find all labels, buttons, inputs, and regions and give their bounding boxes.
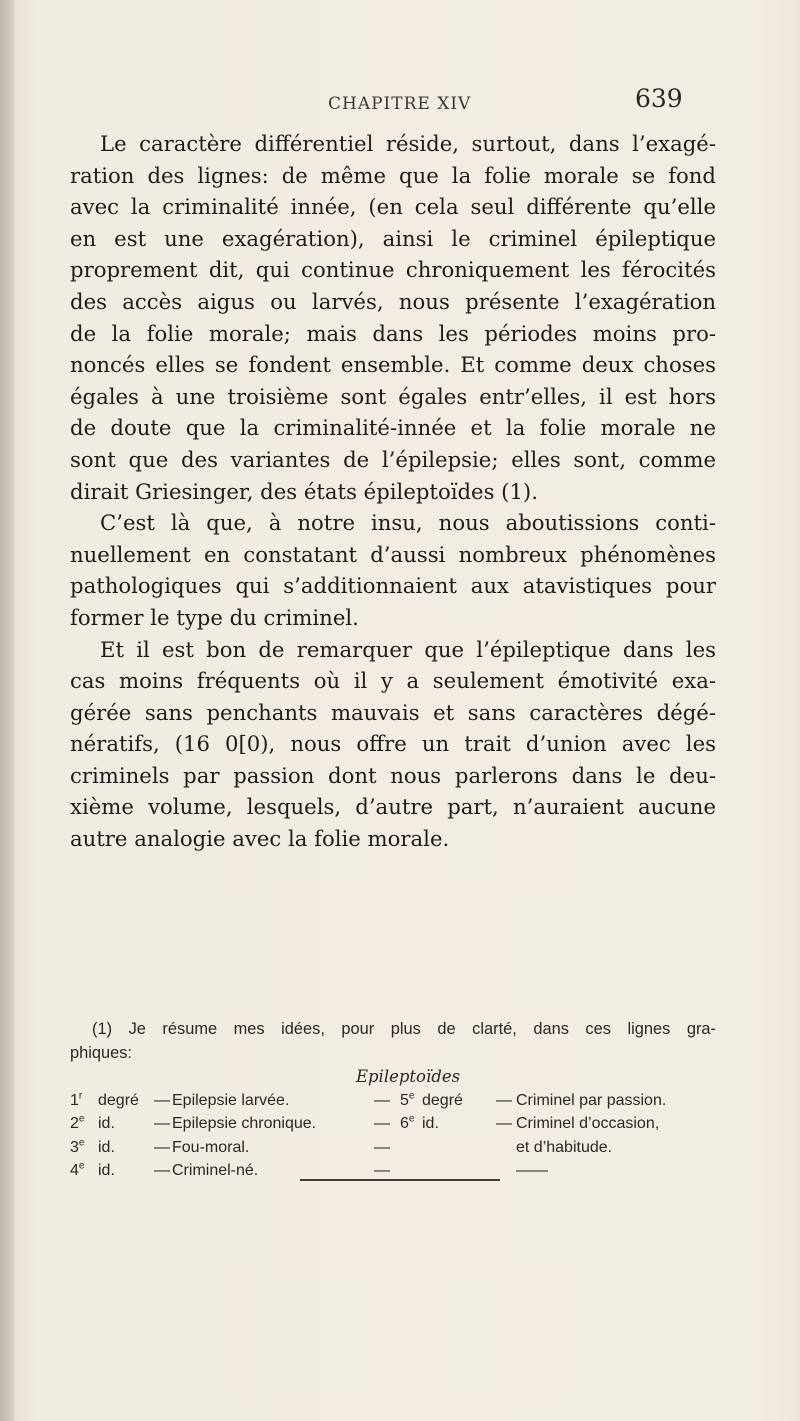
dash: — <box>374 1091 390 1109</box>
dash: — <box>154 1091 170 1109</box>
degree-ordinal: e <box>78 1160 85 1172</box>
paragraph-3 <box>70 634 716 855</box>
page-number: 639 <box>635 84 683 113</box>
degree-label: id. <box>98 1162 115 1179</box>
text-line: pathologiques qui s’additionnaient aux atavistiques pour <box>70 573 716 599</box>
page-header <box>0 84 800 124</box>
degree-label: id. <box>98 1138 115 1156</box>
degree-label: degré <box>98 1091 139 1109</box>
degree-description: et d’habitude. <box>516 1138 613 1156</box>
degree-label: degré <box>422 1091 463 1109</box>
dash: — <box>154 1162 170 1179</box>
degree-description: —— <box>516 1162 548 1179</box>
text-line: gérée sans penchants mauvais et sans caractères dégé- <box>70 699 716 725</box>
page-gutter-shadow <box>0 0 14 1421</box>
degree-description: Epilepsie larvée. <box>172 1091 290 1109</box>
degree-number: 5 <box>400 1091 409 1109</box>
footnote-intro-line: phiques: <box>70 1043 132 1062</box>
degree-label: id. <box>98 1115 115 1132</box>
dash: — <box>496 1091 512 1109</box>
paragraph-2 <box>70 507 716 633</box>
degree-description: Criminel par passion. <box>516 1091 667 1109</box>
epileptoid-degrees-table <box>70 1089 666 1183</box>
degree-ordinal: e <box>408 1113 415 1125</box>
text-line: avec la criminalité innée, (en cela seul différente qu’elle <box>70 194 716 220</box>
degree-label: id. <box>422 1115 439 1132</box>
degree-number: 4 <box>70 1162 79 1179</box>
degree-row <box>70 1136 666 1160</box>
degree-description: Criminel d’occasion, <box>516 1115 660 1132</box>
running-head: CHAPITRE XIV <box>328 94 472 114</box>
text-line: noncés elles se fondent ensemble. Et comme deux choses <box>70 352 716 378</box>
dash: — <box>154 1115 170 1132</box>
degree-description: Criminel-né. <box>172 1162 259 1179</box>
degree-description: Epilepsie chronique. <box>172 1115 317 1132</box>
degree-number: 2 <box>70 1115 79 1132</box>
degree-ordinal: e <box>408 1090 415 1102</box>
degree-ordinal: e <box>78 1137 85 1149</box>
dash: — <box>154 1138 170 1156</box>
text-line: proprement dit, qui continue chroniquement les férocités <box>70 257 716 283</box>
footnote <box>70 1018 716 1183</box>
main-text <box>70 128 716 855</box>
text-line: dirait Griesinger, des états épileptoïdes (1). <box>70 478 538 504</box>
dash: — <box>374 1138 390 1156</box>
text-line: Le caractère différentiel réside, surtout, dans l’exagé- <box>100 131 716 156</box>
degree-description: Fou-moral. <box>172 1138 250 1156</box>
text-line: cas moins fréquents où il y a seulement émotivité exa- <box>70 668 716 694</box>
text-line: sont que des variantes de l’épilepsie; elles sont, comme <box>70 446 716 472</box>
text-line: de doute que la criminalité-innée et la folie morale ne <box>70 415 716 441</box>
degree-row <box>70 1089 666 1113</box>
text-line: en est une exagération), ainsi le criminel épileptique <box>70 225 716 251</box>
text-line: ration des lignes: de même que la folie morale se fond <box>70 162 716 188</box>
footnote-end-rule <box>300 1179 500 1181</box>
paragraph-1 <box>70 128 716 507</box>
text-line: Et il est bon de remarquer que l’épileptique dans les <box>100 636 716 662</box>
footnote-table-title: Epileptoïdes <box>355 1067 461 1086</box>
text-line: égales à une troisième sont égales entr’elles, il est hors <box>70 383 716 409</box>
text-line: nératifs, (16 0[0), nous offre un trait d’union avec les <box>70 731 716 757</box>
text-line: des accès aigus ou larvés, nous présente l’exagération <box>70 288 716 314</box>
degree-number: 1 <box>70 1091 79 1109</box>
degree-row <box>70 1112 666 1136</box>
text-line: former le type du criminel. <box>70 604 359 630</box>
degree-ordinal: e <box>78 1113 85 1125</box>
degree-number: 3 <box>70 1138 79 1156</box>
text-line: C’est là que, à notre insu, nous aboutissions conti- <box>100 510 716 536</box>
degree-ordinal: r <box>78 1090 83 1102</box>
text-line: autre analogie avec la folie morale. <box>70 826 450 852</box>
text-line: criminels par passion dont nous parlerons dans le deu- <box>70 762 716 788</box>
dash: — <box>374 1162 390 1179</box>
text-line: xième volume, lesquels, d’autre part, n’auraient aucune <box>70 794 716 820</box>
dash: — <box>374 1115 390 1132</box>
dash: — <box>496 1115 512 1132</box>
degree-number: 6 <box>400 1115 409 1132</box>
text-line: de la folie morale; mais dans les périodes moins pro- <box>70 320 716 346</box>
text-line: nuellement en constatant d’aussi nombreux phénomènes <box>70 541 716 567</box>
footnote-intro-line: (1) Je résume mes idées, pour plus de clarté, dans ces lignes gra- <box>92 1020 716 1038</box>
